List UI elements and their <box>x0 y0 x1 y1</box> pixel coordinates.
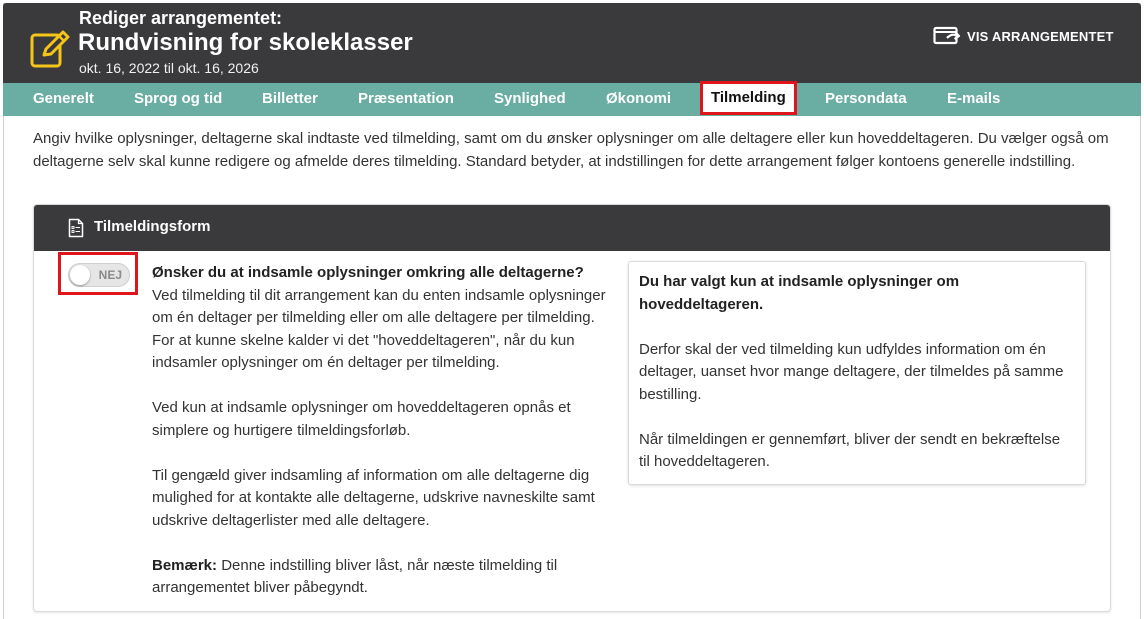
tab-okonomi[interactable]: Økonomi <box>606 90 672 107</box>
tab-generelt[interactable]: Generelt <box>33 90 94 107</box>
note-body: Denne indstilling bliver låst, når næste tilmelding til arrangementet bliver påbegyndt. <box>152 556 558 596</box>
page-title: Rundvisning for skoleklasser <box>78 29 413 56</box>
toggle-description <box>152 262 614 600</box>
tab-synlighed[interactable]: Synlighed <box>494 90 566 107</box>
page-subtitle: Rediger arrangementet: <box>79 8 283 28</box>
form-icon <box>68 218 84 238</box>
view-event-button[interactable] <box>933 23 1114 49</box>
tab-bar <box>3 83 1141 116</box>
info-title: Du har valgt kun at indsamle oplysninger om hoveddeltageren. <box>639 273 960 313</box>
tab-sprog-og-tid[interactable]: Sprog og tid <box>134 90 223 107</box>
tab-e-mails[interactable]: E-mails <box>947 90 1001 107</box>
intro-text: Angiv hvilke oplysninger, deltagerne skal indtaste ved tilmelding, samt om du ønsker oplysninger om alle deltagere eller kun hoveddeltageren. Du vælger også om deltagerne selv skal kunne redigere og afmelde deres tilmelding. Standard betyder, at indstillingen for dette arrangement følger kontoens generelle indstilling. <box>33 130 1109 170</box>
description-para-2: Ved kun at indsamle oplysninger om hoveddeltageren opnås et simplere og hurtigere tilmeldingsforløb. <box>152 399 571 439</box>
toggle-highlight <box>58 252 138 295</box>
panel-title: Tilmeldingsform <box>94 218 211 235</box>
info-para-2: Når tilmeldingen er gennemført, bliver der sendt en bekræftelse til hoveddeltageren. <box>639 430 1061 470</box>
note-label: Bemærk: <box>152 556 218 574</box>
question-text: Ønsker du at indsamle oplysninger omkring alle deltagerne? <box>152 264 584 281</box>
toggle-knob <box>70 265 90 285</box>
tab-billetter[interactable]: Billetter <box>262 90 318 107</box>
page-header <box>3 3 1141 83</box>
registration-form-panel <box>33 204 1111 612</box>
event-dates: okt. 16, 2022 til okt. 16, 2026 <box>79 60 259 76</box>
tab-tilmelding[interactable]: Tilmelding <box>700 81 797 115</box>
selection-info-box <box>628 261 1086 485</box>
tab-persondata[interactable]: Persondata <box>825 90 907 107</box>
note-text <box>152 555 614 600</box>
panel-header <box>34 205 1110 251</box>
view-event-icon <box>933 25 961 47</box>
description-para-1: Ved tilmelding til dit arrangement kan du enten indsamle oplysninger om én deltager per tilmelding eller om alle deltagere per tilmelding. For at kunne skelne kalder vi det "hoveddeltageren", når du kun indsamler oplysninger om én deltager per tilmelding. <box>152 286 606 371</box>
edit-icon <box>30 27 70 69</box>
collect-all-participants-toggle[interactable] <box>68 263 130 287</box>
tab-praesentation[interactable]: Præsentation <box>358 90 454 107</box>
toggle-label: NEJ <box>98 268 122 282</box>
view-event-label: VIS ARRANGEMENTET <box>967 28 1114 44</box>
description-para-3: Til gengæld giver indsamling af information om alle deltagerne dig mulighed for at kontakte alle deltagerne, udskrive navneskilte samt udskrive deltagerlister med alle deltagere. <box>152 466 595 529</box>
info-para-1: Derfor skal der ved tilmelding kun udfyldes information om én deltager, uanset hvor mange deltagere, der tilmeldes på samme bestilling. <box>639 340 1064 403</box>
